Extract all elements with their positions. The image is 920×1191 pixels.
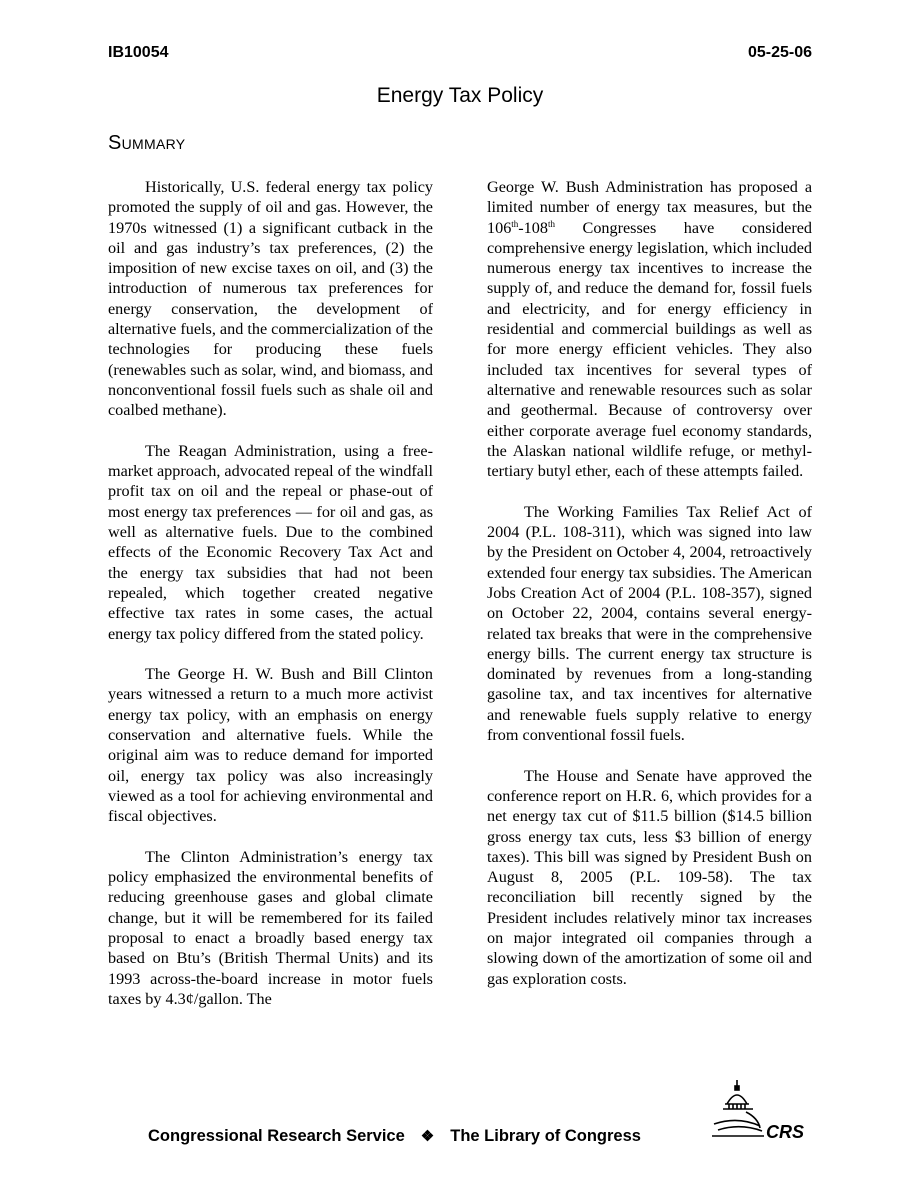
crs-capitol-logo <box>710 1078 810 1148</box>
left-column <box>108 177 433 1029</box>
right-column <box>487 177 812 1009</box>
section-heading-summary: Summary <box>108 132 186 154</box>
footer-library-name: The Library of Congress <box>450 1127 641 1145</box>
summary-paragraph-1: Historically, U.S. federal energy tax policy promoted the supply of oil and gas. However, the 1970s witnessed (1) a significant cutback in the oil and gas industry’s tax preferences, (2) the imposition of new excise taxes on oil, and (3) the introduction of numerous tax preferences for energy conservation, the development of alternative fuels, and the commercialization of the technologies for producing these fuels (renewables such as solar, wind, and biomass, and nonconventional fossil fuels such as shale oil and coalbed methane). <box>108 178 433 420</box>
report-id: IB10054 <box>108 44 169 61</box>
footer <box>148 1127 641 1146</box>
summary-paragraph-2: The Reagan Administration, using a free-market approach, advocated repeal of the windfall profit tax on oil and the repeal or phase-out of most energy tax preferences — for oil and gas, as well as alternative fuels. Due to the combined effects of the Economic Recovery Tax Act and the energy tax subsidies that had not been repealed, which together created negative effective tax rates in some cases, the actual energy tax policy differed from the stated policy. <box>108 441 433 643</box>
summary-paragraph-3: The George H. W. Bush and Bill Clinton years witnessed a return to a much more activist energy tax policy, with an emphasis on energy conservation and alternative fuels. While the original aim was to reduce demand for imported oil, energy tax policy was also increasingly viewed as a tool for achieving environmental and fiscal objectives. <box>108 665 433 826</box>
summary-paragraph-5: The Working Families Tax Relief Act of 2004 (P.L. 108-311), which was signed into law by the President on October 4, 2004, retroactively extended four energy tax subsidies. The American Jobs Creation Act of 2004 (P.L. 108-357), signed on October 22, 2004, contains several energy-related tax breaks that were in the comprehensive energy bills. The current energy tax structure is dominated by revenues from a long-standing gasoline tax, and tax incentives for alternative and renewable fuels supply relative to energy from conventional fossil fuels. <box>487 502 812 745</box>
diamond-icon: ❖ <box>420 1128 435 1145</box>
capitol-dome-icon <box>712 1080 764 1136</box>
page-title: Energy Tax Policy <box>376 84 544 107</box>
summary-paragraph-6: The House and Senate have approved the conference report on H.R. 6, which provides for a net energy tax cut of $11.5 billion ($14.5 billion gross energy tax cuts, less $3 billion of energy taxes). This bill was signed by President Bush on August 8, 2005 (P.L. 109-58). The tax reconciliation bill recently signed by the President includes relatively minor tax increases on major integrated oil companies through a slowing down of the amortization of some oil and gas exploration costs. <box>487 766 812 988</box>
summary-paragraph-4: The Clinton Administration’s energy tax policy emphasized the environmental benefits of reducing greenhouse gases and global climate change, but it will be remembered for its failed proposal to enact a broadly based energy tax based on Btu’s (British Thermal Units) and its 1993 across-the-board increase in motor fuels taxes by 4.3¢/gallon. The <box>108 847 433 1008</box>
crs-logo-text: CRS <box>766 1122 805 1142</box>
footer-crs-name: Congressional Research Service <box>148 1127 405 1145</box>
summary-paragraph-4-continued: George W. Bush Administration has proposed a limited number of energy tax measures, but the 106th-108th Congresses have considered comprehensive energy legislation, which included numerous energy tax incentives to increase the supply of, and reduce the demand for, fossil fuels and electricity, and for energy efficiency in residential and commercial buildings as well as for more energy efficient vehicles. They also included tax incentives for several types of alternative and renewable resources such as solar and geothermal. Because of controversy over either corporate average fuel economy standards, the Alaskan national wildlife refuge, or methyl-tertiary butyl ether, each of these attempts failed. <box>487 178 812 481</box>
report-date: 05-25-06 <box>747 44 812 61</box>
